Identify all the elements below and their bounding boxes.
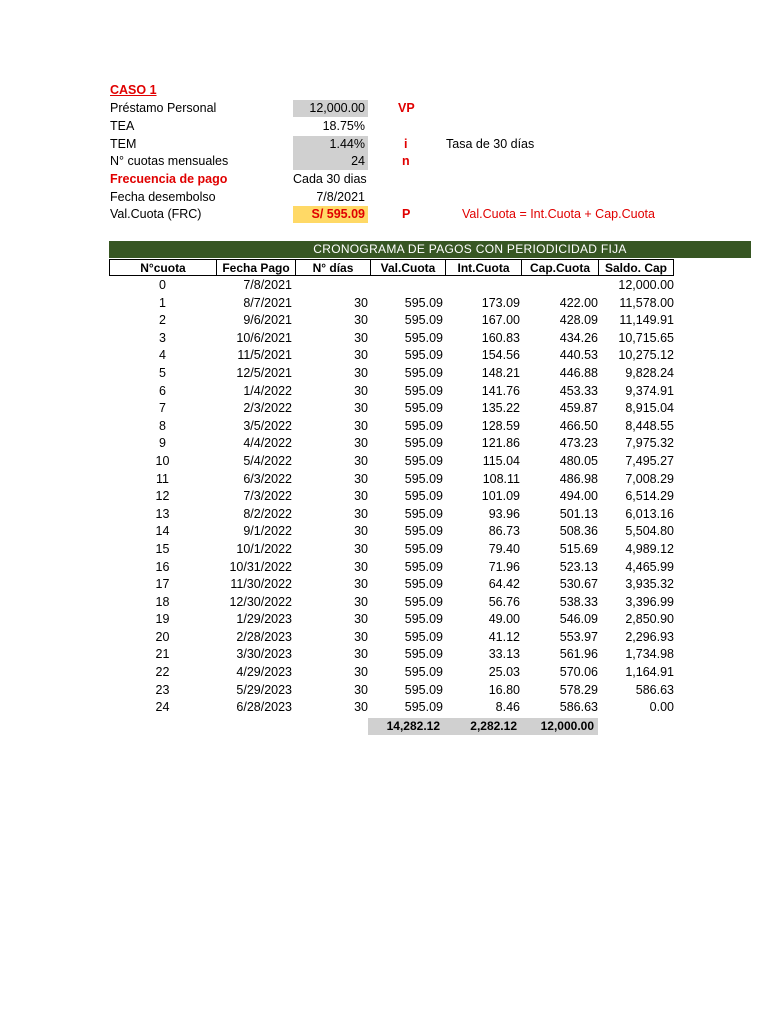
table-row: [109, 523, 678, 541]
cell-val-cuota: 595.09: [404, 489, 443, 504]
cell-int-cuota: 115.04: [482, 453, 520, 468]
cell-cap-cuota: 578.29: [559, 682, 598, 697]
table-row: [109, 682, 678, 700]
cell-int-cuota: 49.00: [488, 612, 520, 627]
cell-val-cuota: 595.09: [404, 577, 443, 592]
cell-cap-cuota: 570.06: [559, 665, 598, 680]
table-row: [109, 471, 678, 489]
cell-cap-cuota: [524, 277, 602, 295]
cell-saldo: 8,915.04: [625, 401, 674, 416]
cell-dias: 30: [354, 365, 368, 380]
cell-dias: 30: [354, 348, 368, 363]
cell-cuota: 3: [159, 330, 166, 345]
cell-fecha: 8/7/2021: [243, 295, 292, 310]
cell-cuota: 22: [155, 665, 170, 680]
cell-fecha: 12/30/2022: [229, 594, 292, 609]
cell-fecha: 6/28/2023: [236, 700, 292, 715]
cell-int-cuota: [447, 277, 524, 295]
cell-fecha: 9/6/2021: [243, 313, 292, 328]
cell-fecha: 7/8/2021: [243, 278, 292, 292]
cell-saldo: 586.63: [635, 682, 674, 697]
tasa-note: Tasa de 30 días: [446, 137, 535, 151]
table-row: [109, 383, 678, 401]
cell-dias: 30: [354, 700, 368, 715]
cell-val-cuota: 595.09: [404, 629, 443, 644]
cell-val-cuota: 595.09: [404, 559, 443, 574]
table-row: [109, 576, 678, 594]
cell-val-cuota: 595.09: [404, 348, 443, 363]
table-row: [109, 312, 678, 330]
cell-fecha: 4/4/2022: [243, 436, 292, 451]
cell-cuota: 5: [159, 365, 166, 380]
cell-dias: 30: [354, 629, 368, 644]
cell-val-cuota: 595.09: [404, 506, 443, 521]
cell-cap-cuota: 446.88: [559, 365, 598, 380]
cell-saldo: 9,828.24: [625, 365, 674, 380]
cell-fecha: 2/3/2022: [243, 401, 292, 416]
cell-fecha: 1/29/2023: [236, 612, 292, 627]
cell-saldo: 2,850.90: [625, 612, 674, 627]
cell-int-cuota: 56.76: [488, 594, 520, 609]
value-val-cuota: S/ 595.09: [293, 206, 368, 223]
total-int-cuota: 2,282.12: [444, 718, 521, 735]
cell-saldo: 11,578.00: [619, 295, 674, 310]
cell-saldo: 10,715.65: [618, 330, 674, 345]
cell-dias: 30: [354, 594, 368, 609]
cell-fecha: 5/29/2023: [236, 682, 292, 697]
cell-val-cuota: 595.09: [404, 295, 443, 310]
cell-int-cuota: 160.83: [481, 330, 520, 345]
cell-cap-cuota: 422.00: [559, 295, 598, 310]
cell-int-cuota: 101.09: [481, 489, 520, 504]
cell-val-cuota: 595.09: [404, 383, 443, 398]
cell-saldo: 5,504.80: [625, 524, 674, 539]
cell-fecha: 1/4/2022: [243, 383, 292, 398]
cell-cap-cuota: 453.33: [559, 383, 598, 398]
cell-val-cuota: 595.09: [404, 418, 443, 433]
label-tem: TEM: [110, 137, 137, 151]
cell-cuota: 11: [156, 471, 169, 486]
cell-val-cuota: 595.09: [404, 313, 443, 328]
symbol-p: P: [402, 207, 411, 221]
cell-cap-cuota: 440.53: [559, 348, 598, 363]
cell-saldo: 4,989.12: [625, 541, 674, 556]
cell-val-cuota: 595.09: [404, 700, 443, 715]
formula-note: Val.Cuota = Int.Cuota + Cap.Cuota: [462, 207, 655, 221]
col-header-saldo: Saldo. Cap: [598, 259, 674, 276]
cell-saldo: 11,149.91: [619, 313, 674, 328]
cell-cap-cuota: 561.96: [559, 647, 598, 662]
cell-cap-cuota: 486.98: [559, 471, 598, 486]
cell-cuota: 18: [155, 594, 170, 609]
schedule-table-body: [109, 277, 678, 717]
cell-cuota: 2: [159, 313, 166, 328]
cell-dias: [296, 277, 372, 295]
cell-cuota: 4: [159, 348, 166, 363]
cell-cuota: 0: [159, 278, 166, 292]
cell-val-cuota: 595.09: [404, 365, 443, 380]
cell-val-cuota: 595.09: [404, 453, 443, 468]
symbol-n: n: [402, 154, 410, 168]
table-row: [109, 541, 678, 559]
cell-int-cuota: 173.09: [481, 295, 520, 310]
cell-fecha: 8/2/2022: [243, 506, 292, 521]
cell-fecha: 3/30/2023: [236, 647, 292, 662]
cell-saldo: 2,296.93: [625, 629, 674, 644]
cell-cuota: 19: [155, 612, 170, 627]
cell-int-cuota: 41.12: [488, 629, 520, 644]
schedule-banner-text: CRONOGRAMA DE PAGOS CON PERIODICIDAD FIJA: [313, 242, 627, 256]
cell-int-cuota: 141.76: [481, 383, 520, 398]
cell-fecha: 12/5/2021: [236, 365, 292, 380]
cell-int-cuota: 93.96: [488, 506, 520, 521]
value-tem: 1.44%: [293, 136, 368, 153]
cell-cap-cuota: 501.13: [559, 506, 598, 521]
cell-val-cuota: 595.09: [404, 524, 443, 539]
cell-fecha: 11/30/2022: [230, 577, 292, 592]
cell-cuota: 23: [155, 682, 170, 697]
cell-saldo: 0.00: [649, 700, 674, 715]
cell-val-cuota: 595.09: [404, 401, 443, 416]
symbol-i: i: [404, 137, 408, 151]
cell-cap-cuota: 480.05: [559, 453, 598, 468]
cell-fecha: 3/5/2022: [243, 418, 292, 433]
col-header-cuota: N°cuota: [109, 259, 217, 276]
cell-cap-cuota: 494.00: [559, 489, 598, 504]
table-row: [109, 418, 678, 436]
table-header: [109, 259, 674, 276]
table-row: [109, 277, 678, 295]
cell-cuota: 10: [155, 453, 170, 468]
cell-cuota: 15: [155, 541, 170, 556]
cell-saldo: 7,008.29: [625, 471, 674, 486]
cell-cuota: 14: [155, 524, 170, 539]
cell-int-cuota: 25.03: [488, 665, 520, 680]
cell-dias: 30: [354, 682, 368, 697]
case-title: CASO 1: [110, 83, 157, 97]
table-row: [109, 506, 678, 524]
cell-dias: 30: [354, 383, 368, 398]
cell-cap-cuota: 434.26: [559, 330, 598, 345]
cell-cap-cuota: 459.87: [559, 401, 598, 416]
cell-fecha: 6/3/2022: [243, 471, 292, 486]
cell-cap-cuota: 466.50: [559, 418, 598, 433]
table-row: [109, 453, 678, 471]
cell-cuota: 6: [159, 383, 166, 398]
col-header-val-cuota: Val.Cuota: [370, 259, 446, 276]
cell-fecha: 7/3/2022: [243, 489, 292, 504]
col-header-fecha: Fecha Pago: [216, 259, 296, 276]
cell-dias: 30: [354, 506, 368, 521]
label-tea: TEA: [110, 119, 135, 133]
table-row: [109, 611, 678, 629]
cell-int-cuota: 154.56: [481, 348, 520, 363]
cell-val-cuota: 595.09: [404, 665, 443, 680]
table-row: [109, 664, 678, 682]
cell-saldo: 4,465.99: [625, 559, 674, 574]
value-prestamo: 12,000.00: [293, 100, 368, 117]
schedule-banner: [109, 241, 751, 258]
cell-dias: 30: [354, 612, 368, 627]
label-fecha-desembolso: Fecha desembolso: [110, 190, 216, 204]
cell-saldo: 6,013.16: [625, 506, 674, 521]
cell-saldo: 12,000.00: [618, 278, 674, 292]
cell-fecha: 10/31/2022: [229, 559, 292, 574]
cell-dias: 30: [354, 541, 368, 556]
cell-cuota: 16: [155, 559, 170, 574]
cell-cap-cuota: 428.09: [559, 313, 598, 328]
cell-cuota: 24: [155, 700, 170, 715]
table-row: [109, 347, 678, 365]
cell-fecha: 10/1/2022: [236, 541, 292, 556]
cell-cap-cuota: 530.67: [559, 577, 598, 592]
cell-cuota: 20: [155, 629, 170, 644]
cell-int-cuota: 108.11: [482, 471, 520, 486]
table-row: [109, 559, 678, 577]
cell-cap-cuota: 508.36: [559, 524, 598, 539]
cell-fecha: 11/5/2021: [237, 348, 292, 363]
cell-dias: 30: [354, 577, 368, 592]
col-header-dias: N° días: [295, 259, 371, 276]
cell-dias: 30: [354, 295, 368, 310]
label-val-cuota: Val.Cuota (FRC): [110, 207, 202, 221]
cell-fecha: 9/1/2022: [243, 524, 292, 539]
cell-fecha: 4/29/2023: [236, 665, 292, 680]
col-header-cap-cuota: Cap.Cuota: [521, 259, 599, 276]
cell-saldo: 3,396.99: [625, 594, 674, 609]
table-row: [109, 594, 678, 612]
cell-saldo: 7,975.32: [625, 436, 674, 451]
cell-val-cuota: 595.09: [404, 541, 443, 556]
cell-dias: 30: [354, 524, 368, 539]
cell-saldo: 10,275.12: [618, 348, 674, 363]
cell-cuota: 13: [155, 506, 170, 521]
table-row: [109, 365, 678, 383]
cell-saldo: 8,448.55: [625, 418, 674, 433]
cell-saldo: 6,514.29: [625, 489, 674, 504]
cell-dias: 30: [354, 330, 368, 345]
cell-cap-cuota: 586.63: [559, 700, 598, 715]
cell-val-cuota: 595.09: [404, 330, 443, 345]
cell-cuota: 21: [155, 647, 170, 662]
cell-cuota: 7: [159, 401, 166, 416]
cell-saldo: 3,935.32: [625, 577, 674, 592]
cell-int-cuota: 33.13: [488, 647, 520, 662]
cell-cap-cuota: 473.23: [559, 436, 598, 451]
col-header-int-cuota: Int.Cuota: [445, 259, 522, 276]
totals-row: [368, 718, 598, 735]
cell-saldo: 1,164.91: [625, 665, 674, 680]
table-row: [109, 699, 678, 717]
cell-cuota: 17: [155, 577, 170, 592]
cell-dias: 30: [354, 559, 368, 574]
cell-int-cuota: 128.59: [481, 418, 520, 433]
cell-dias: 30: [354, 418, 368, 433]
cell-int-cuota: 79.40: [488, 541, 520, 556]
label-prestamo: Préstamo Personal: [110, 101, 217, 115]
cell-dias: 30: [354, 471, 368, 486]
table-row: [109, 646, 678, 664]
cell-fecha: 10/6/2021: [236, 330, 292, 345]
total-val-cuota: 14,282.12: [368, 718, 444, 735]
table-row: [109, 330, 678, 348]
cell-int-cuota: 135.22: [481, 401, 520, 416]
cell-fecha: 2/28/2023: [236, 629, 292, 644]
value-fecha-desembolso: 7/8/2021: [316, 190, 365, 204]
cell-int-cuota: 121.86: [481, 436, 520, 451]
cell-cap-cuota: 553.97: [559, 629, 598, 644]
cell-int-cuota: 16.80: [488, 682, 520, 697]
cell-cap-cuota: 515.69: [559, 541, 598, 556]
cell-dias: 30: [354, 647, 368, 662]
cell-fecha: 5/4/2022: [243, 453, 292, 468]
cell-int-cuota: 8.46: [495, 700, 520, 715]
table-row: [109, 629, 678, 647]
value-cuotas: 24: [293, 153, 368, 170]
cell-int-cuota: 148.21: [481, 365, 520, 380]
cell-cuota: 9: [159, 436, 166, 451]
cell-dias: 30: [354, 401, 368, 416]
cell-cap-cuota: 523.13: [559, 559, 598, 574]
cell-cap-cuota: 546.09: [559, 612, 598, 627]
cell-saldo: 7,495.27: [625, 453, 674, 468]
total-cap-cuota: 12,000.00: [521, 718, 598, 735]
cell-dias: 30: [354, 453, 368, 468]
cell-val-cuota: 595.09: [404, 471, 443, 486]
cell-val-cuota: 595.09: [404, 436, 443, 451]
table-row: [109, 488, 678, 506]
value-tea: 18.75%: [322, 119, 365, 133]
cell-dias: 30: [354, 313, 368, 328]
cell-int-cuota: 167.00: [481, 313, 520, 328]
cell-val-cuota: 595.09: [404, 594, 443, 609]
cell-saldo: 9,374.91: [625, 383, 674, 398]
label-frecuencia: Frecuencia de pago: [110, 172, 228, 186]
cell-dias: 30: [354, 489, 368, 504]
label-cuotas: N° cuotas mensuales: [110, 154, 229, 168]
cell-val-cuota: 595.09: [404, 682, 443, 697]
cell-int-cuota: 64.42: [488, 577, 520, 592]
cell-cuota: 1: [159, 295, 166, 310]
cell-int-cuota: 71.96: [488, 559, 520, 574]
cell-cuota: 8: [159, 418, 166, 433]
cell-saldo: 1,734.98: [625, 647, 674, 662]
table-row: [109, 295, 678, 313]
cell-val-cuota: [372, 277, 447, 295]
cell-cuota: 12: [155, 489, 170, 504]
cell-val-cuota: 595.09: [404, 612, 443, 627]
cell-dias: 30: [354, 436, 368, 451]
cell-val-cuota: 595.09: [404, 647, 443, 662]
cell-cap-cuota: 538.33: [559, 594, 598, 609]
value-frecuencia: Cada 30 dias: [293, 172, 367, 186]
table-row: [109, 435, 678, 453]
cell-dias: 30: [354, 665, 368, 680]
cell-int-cuota: 86.73: [488, 524, 520, 539]
table-row: [109, 400, 678, 418]
symbol-vp: VP: [398, 101, 415, 115]
